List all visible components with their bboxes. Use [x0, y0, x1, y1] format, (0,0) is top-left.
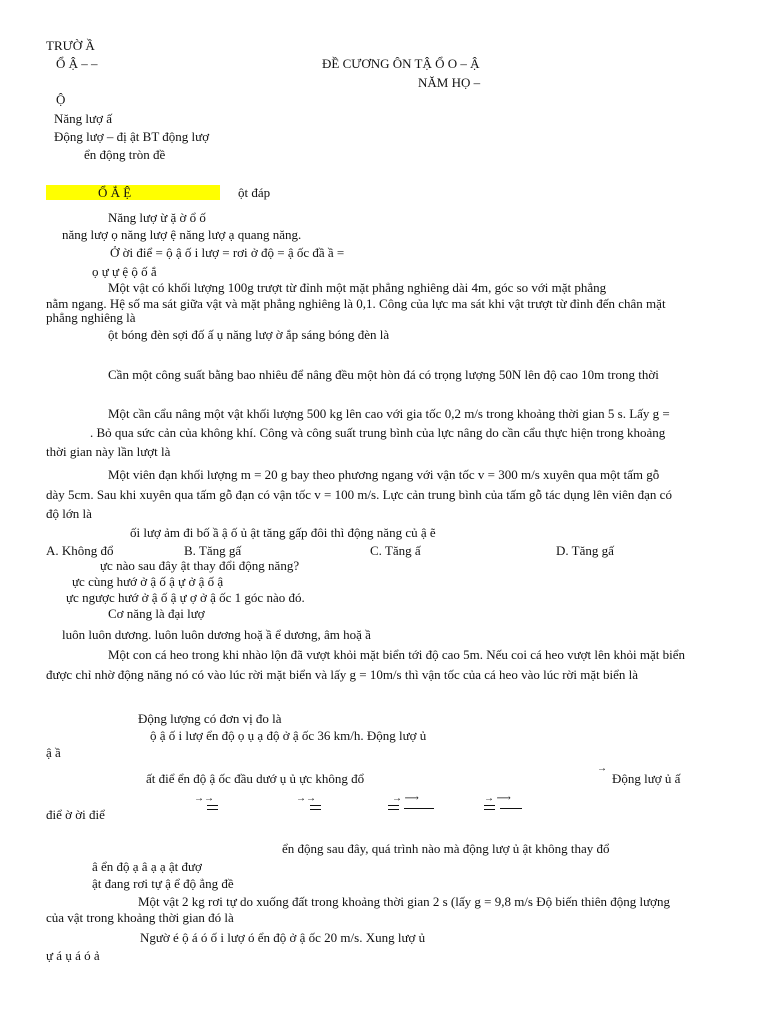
equals-bar [310, 805, 321, 806]
question-line: ột bóng đèn sợi đố ấ ụ năng lượ ờ ắp sáng bóng đèn là [108, 327, 390, 342]
section-heading [46, 185, 220, 200]
document-title: ĐỀ CƯƠNG ÔN TẬ Ổ O – Ậ [322, 56, 480, 71]
question-line: Động lượng có đơn vị đo là [138, 711, 282, 726]
option-c: C. Tăng ấ [370, 543, 421, 558]
question-line: Một cần cẩu nâng một vật khối lượng 500 kg lên cao với gia tốc 0,2 m/s trong khoảng thời gian 5 s. Lấy g = [108, 406, 670, 421]
vector-arrow-icon: → ⟶ [484, 793, 511, 804]
vector-arrow-icon: → [597, 763, 607, 774]
topic-item: ển động tròn đề [84, 147, 166, 162]
question-line: ộ ậ ố i lượ ển độ ọ ụ ạ độ ở ậ ốc 36 km/h. Động lượ ủ [150, 728, 427, 743]
question-line: điể ờ ời điể [46, 807, 105, 822]
question-line: độ lớn là [46, 506, 92, 521]
question-line: ất điể ển độ ậ ốc đầu dướ ụ ủ ực không đổ [146, 771, 365, 786]
option-a: A. Không đổ [46, 543, 114, 558]
equals-bar [388, 809, 399, 810]
question-line: dày 5cm. Sau khi xuyên qua tấm gỗ đạn có vận tốc v = 100 m/s. Lực cản trung bình của tấm gỗ tác dụng lên viên đạn có [46, 487, 672, 502]
equals-bar [388, 805, 399, 806]
department-name: Ổ Ậ – – [56, 56, 98, 71]
answer-line: â ển độ ạ â ạ ạ ật đượ [92, 859, 202, 874]
fraction-bar [500, 808, 522, 809]
school-name: TRƯỜ Ầ [46, 38, 95, 53]
question-line: Cần một công suất bằng bao nhiêu để nâng đều một hòn đá có trọng lượng 50N lên độ cao 10m trong thời [108, 367, 659, 382]
option-b: B. Tăng gấ [184, 543, 242, 558]
question-line: Một vật có khối lượng 100g trượt từ đỉnh một mặt phẳng nghiêng dài 4m, góc so với mặt phẳng [108, 280, 607, 295]
question-line: thời gian này lần lượt là [46, 444, 171, 459]
equals-bar [484, 805, 495, 806]
vector-arrow-icon: →→ [296, 793, 316, 804]
question-line: ọ ự ự ệ ộ ố ắ [92, 264, 157, 279]
answer-line: ật đang rơi tự ậ ể độ ẳng đề [92, 876, 234, 891]
question-line: phẳng nghiêng là [46, 310, 136, 325]
question-line: ậ ầ [46, 745, 61, 760]
fraction-bar [404, 808, 434, 809]
vector-arrow-icon: → ⟶ [392, 793, 419, 804]
question-line: được chỉ nhờ động năng nó có vào lúc rời mặt biển và lấy g = 10m/s thì vận tốc của cá heo vào lúc rời mặt biển là [46, 667, 639, 682]
equals-bar [310, 809, 321, 810]
section-heading-text: Ổ Ắ Ệ [98, 185, 132, 200]
question-line: ực nào sau đây ật thay đổi động năng? [100, 558, 300, 573]
answer-line: ực ngược hướ ở ậ ố ậ ự ợ ở ậ ốc 1 góc nào đó. [66, 590, 305, 605]
question-line: năng lượ ọ năng lượ ệ năng lượ ạ quang năng. [62, 227, 302, 242]
question-line: nằm ngang. Hệ số ma sát giữa vật và mặt phẳng nghiêng là 0,1. Công của lực ma sát khi vật trượt từ đỉnh đến chân mặt [46, 296, 666, 311]
question-line: Một vật 2 kg rơi tự do xuống đất trong khoảng thời gian 2 s (lấy g = 9,8 m/s Độ biến thiên động lượng [138, 894, 671, 909]
question-line: . Bỏ qua sức cản của không khí. Công và công suất trung bình của lực nâng do cần cẩu thực hiện trong khoảng [90, 425, 666, 440]
school-year: NĂM HỌ – [418, 75, 481, 90]
question-line: Ngườ é ộ á ó ố i lượ ó ển độ ở ậ ốc 20 m/s. Xung lượ ủ [140, 930, 426, 945]
equals-bar [207, 809, 218, 810]
equals-bar [484, 809, 495, 810]
question-line: Năng lượ ừ ặ ờ ổ ố [108, 210, 206, 225]
answer-line: ực cùng hướ ở ậ ố ậ ự ở ậ ố ậ [72, 574, 224, 589]
question-line: của vật trong khoảng thời gian đó là [46, 910, 234, 925]
question-line: Một con cá heo trong khi nhào lộn đã vượt khỏi mặt biển tới độ cao 5m. Nếu coi cá heo vượt lên khỏi mặt biển [108, 647, 685, 662]
option-d: D. Tăng gấ [556, 543, 614, 558]
question-line: ối lượ ảm đi bố ầ ậ ố ủ ật tăng gấp đôi thì động năng củ ậ ẽ [130, 525, 436, 540]
topic-item: Động lượ – đị ật BT động lượ [54, 129, 210, 144]
question-line: Ở ời điể = ộ ậ ố i lượ = rơi ở độ = ậ ốc đầ ầ = [110, 245, 345, 260]
section-label: Ộ [56, 92, 66, 107]
question-line: Một viên đạn khối lượng m = 20 g bay theo phương ngang với vận tốc v = 300 m/s xuyên qua một tấm gỗ [108, 467, 660, 482]
question-line: Cơ năng là đại lượ [108, 606, 205, 621]
question-line: ển động sau đây, quá trình nào mà động lượ ủ ật không thay đổ [282, 841, 610, 856]
question-line: Động lượ ủ ấ [612, 771, 681, 786]
equals-bar [207, 805, 218, 806]
question-line: ự á ụ á ó ả [46, 948, 100, 963]
section-heading-rest: ột đáp [238, 185, 271, 200]
topic-item: Năng lượ ấ [54, 111, 112, 126]
answer-line: luôn luôn dương. luôn luôn dương hoặ ầ ể dương, âm hoặ ầ [62, 627, 371, 642]
vector-arrow-icon: →→ [194, 793, 214, 804]
